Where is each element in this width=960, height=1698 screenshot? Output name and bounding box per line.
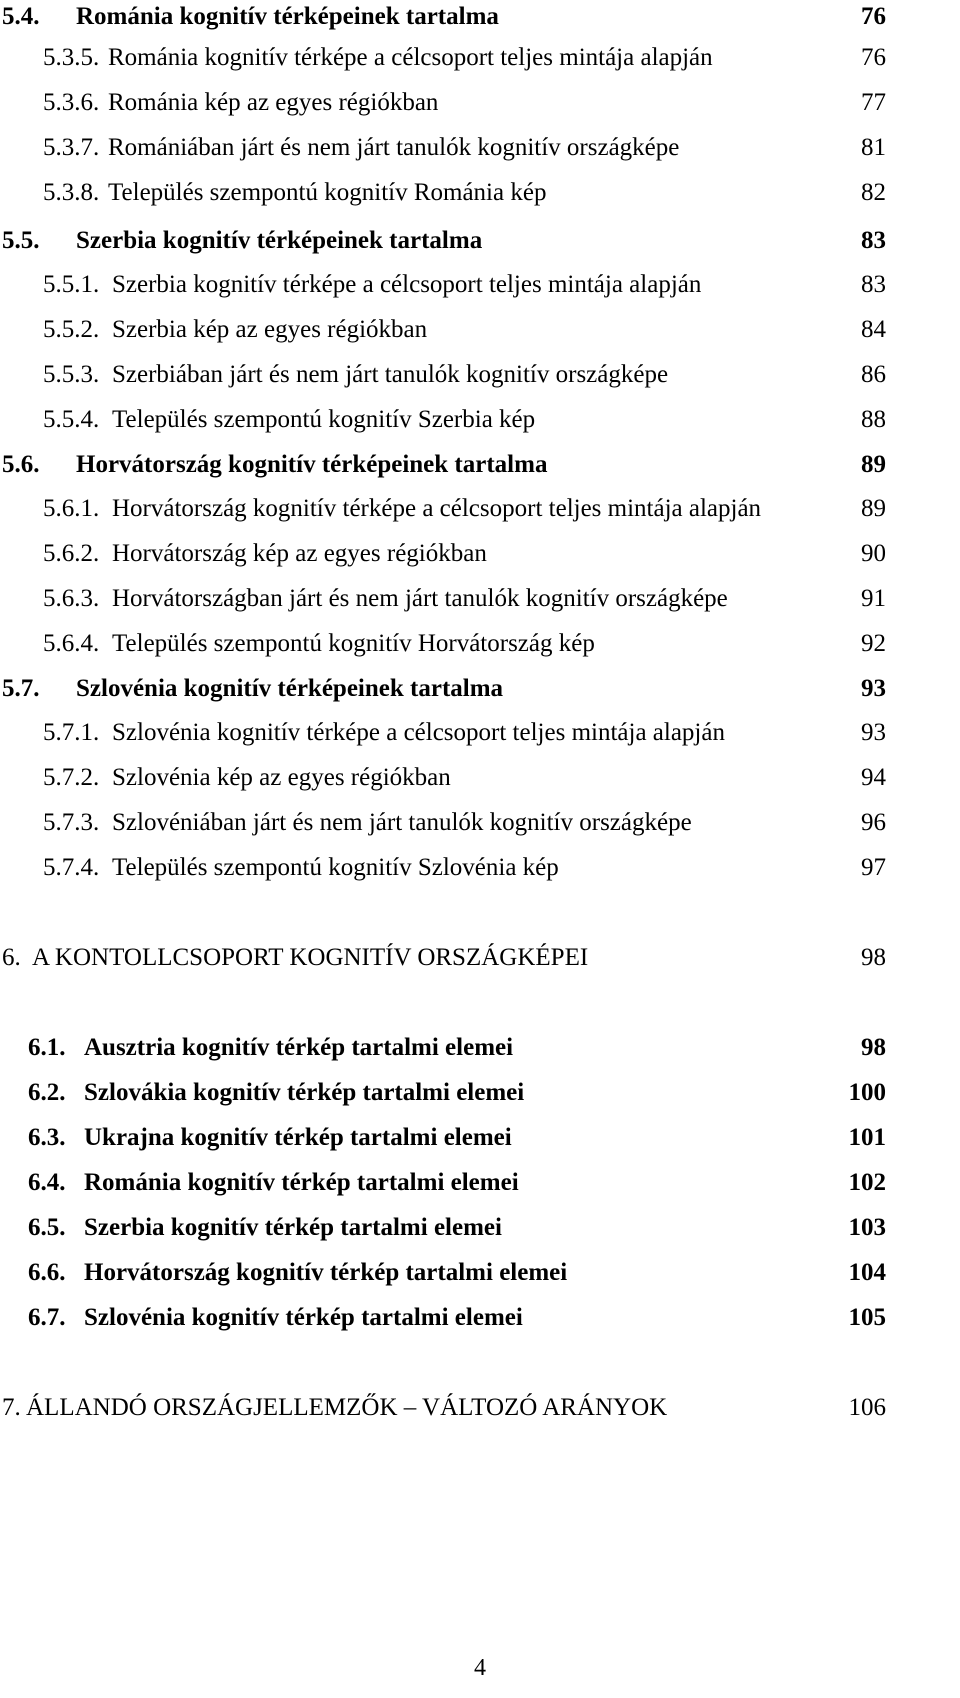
toc-entry-number: 6.1. [28,1034,66,1061]
toc-entry-title: A KONTOLLCSOPORT KOGNITÍV ORSZÁGKÉPEI [32,944,589,971]
toc-entry-page: 93 [861,719,886,746]
toc-entry-title: Horvátország kognitív térkép tartalmi elemei [84,1259,568,1286]
toc-entry-title: Románia kép az egyes régiókban [108,89,439,116]
toc-entry-title: Ausztria kognitív térkép tartalmi elemei [84,1034,514,1061]
toc-entry-number: 6.4. [28,1169,66,1196]
toc-entry-title: Szerbia kép az egyes régiókban [112,316,428,343]
toc-entry-page: 106 [848,1394,886,1421]
toc-entry-page: 88 [861,406,886,433]
toc-entry-title: Romániában járt és nem járt tanulók kognitív országképe [108,134,680,161]
toc-entry-title: Település szempontú kognitív Horvátország kép [112,630,595,657]
toc-entry-title: Szlovéniában járt és nem járt tanulók kognitív országképe [112,809,692,836]
toc-entry-number: 6.3. [28,1124,66,1151]
toc-entry-page: 91 [861,585,886,612]
toc-entry-number: 5.3.6. [43,89,100,116]
toc-entry-number: 5.5.1. [43,271,100,298]
toc-entry-page: 76 [861,44,886,71]
toc-entry-page: 98 [861,1034,886,1061]
toc-entry-title: Település szempontú kognitív Szerbia kép [112,406,536,433]
toc-entry-page: 96 [861,809,886,836]
toc-entry-number: 5.6.1. [43,495,100,522]
toc-entry-number: 5.3.7. [43,134,100,161]
toc-entry-page: 82 [861,179,886,206]
toc-entry-title: Románia kognitív térképeinek tartalma [76,3,499,30]
toc-entry-number: 5.5.3. [43,361,100,388]
toc-entry-page: 89 [861,495,886,522]
toc-entry-title: Település szempontú kognitív Románia kép [108,179,547,206]
toc-entry-number: 6.5. [28,1214,66,1241]
toc-entry-number: 6.6. [28,1259,66,1286]
toc-entry-title: Szerbia kognitív térképeinek tartalma [76,227,483,254]
toc-entry-page: 83 [861,271,886,298]
toc-entry-title: Szlovénia kognitív térképe a célcsoport teljes mintája alapján [112,719,725,746]
toc-entry-number: 5.5.4. [43,406,100,433]
toc-entry-page: 92 [861,630,886,657]
toc-entry-title: ÁLLANDÓ ORSZÁGJELLEMZŐK – VÁLTOZÓ ARÁNYOK [26,1394,668,1421]
toc-entry-number: 5.6.3. [43,585,100,612]
toc-entry-page: 86 [861,361,886,388]
toc-entry-title: Horvátország kognitív térképe a célcsoport teljes mintája alapján [112,495,762,522]
toc-entry-number: 6.2. [28,1079,66,1106]
toc-entry-page: 101 [848,1124,886,1151]
toc-entry-number: 5.7.3. [43,809,100,836]
toc-entry-number: 5.4. [2,3,40,30]
toc-entry-title: Szlovákia kognitív térkép tartalmi elemei [84,1079,525,1106]
toc-entry-title: Horvátország kognitív térképeinek tartalma [76,451,548,478]
toc-entry-title: Horvátországban járt és nem járt tanulók kognitív országképe [112,585,728,612]
toc-entry-page: 93 [861,675,886,702]
toc-entry-title: Románia kognitív térkép tartalmi elemei [84,1169,519,1196]
toc-entry-title: Szerbia kognitív térképe a célcsoport teljes mintája alapján [112,271,702,298]
page-number: 4 [474,1655,486,1681]
toc-entry-page: 83 [861,227,886,254]
toc-entry-number: 5.7. [2,675,40,702]
toc-entry-number: 6. [2,944,21,971]
toc-entry-number: 5.7.4. [43,854,100,881]
toc-entry-title: Románia kognitív térképe a célcsoport teljes mintája alapján [108,44,713,71]
toc-entry-page: 81 [861,134,886,161]
toc-entry-page: 98 [861,944,886,971]
toc-entry-page: 89 [861,451,886,478]
toc-entry-page: 100 [848,1079,886,1106]
toc-entry-title: Szlovénia kognitív térkép tartalmi elemei [84,1304,523,1331]
toc-entry-number: 5.3.5. [43,44,100,71]
toc-entry-title: Szlovénia kognitív térképeinek tartalma [76,675,504,702]
toc-entry-number: 5.5.2. [43,316,100,343]
toc-entry-page: 105 [848,1304,886,1331]
toc-entry-title: Ukrajna kognitív térkép tartalmi elemei [84,1124,512,1151]
toc-entry-number: 5.6.2. [43,540,100,567]
toc-entry-number: 5.3.8. [43,179,100,206]
toc-entry-number: 5.6.4. [43,630,100,657]
toc-entry-page: 103 [848,1214,886,1241]
toc-entry-number: 5.6. [2,451,40,478]
toc-entry-page: 84 [861,316,886,343]
toc-entry-number: 5.7.2. [43,764,100,791]
toc-entry-number: 6.7. [28,1304,66,1331]
toc-entry-title: Szerbiában járt és nem járt tanulók kognitív országképe [112,361,669,388]
toc-entry-number: 7. [2,1394,21,1421]
toc-entry-page: 104 [848,1259,886,1286]
toc-entry-page: 76 [861,3,886,30]
toc-entry-page: 102 [848,1169,886,1196]
toc-entry-page: 97 [861,854,886,881]
toc-entry-page: 94 [861,764,886,791]
toc-entry-title: Szlovénia kép az egyes régiókban [112,764,451,791]
toc-entry-title: Horvátország kép az egyes régiókban [112,540,487,567]
toc-entry-title: Település szempontú kognitív Szlovénia kép [112,854,559,881]
toc-entry-page: 77 [861,89,886,116]
toc-entry-page: 90 [861,540,886,567]
toc-entry-number: 5.5. [2,227,40,254]
toc-entry-title: Szerbia kognitív térkép tartalmi elemei [84,1214,502,1241]
toc-entry-number: 5.7.1. [43,719,100,746]
